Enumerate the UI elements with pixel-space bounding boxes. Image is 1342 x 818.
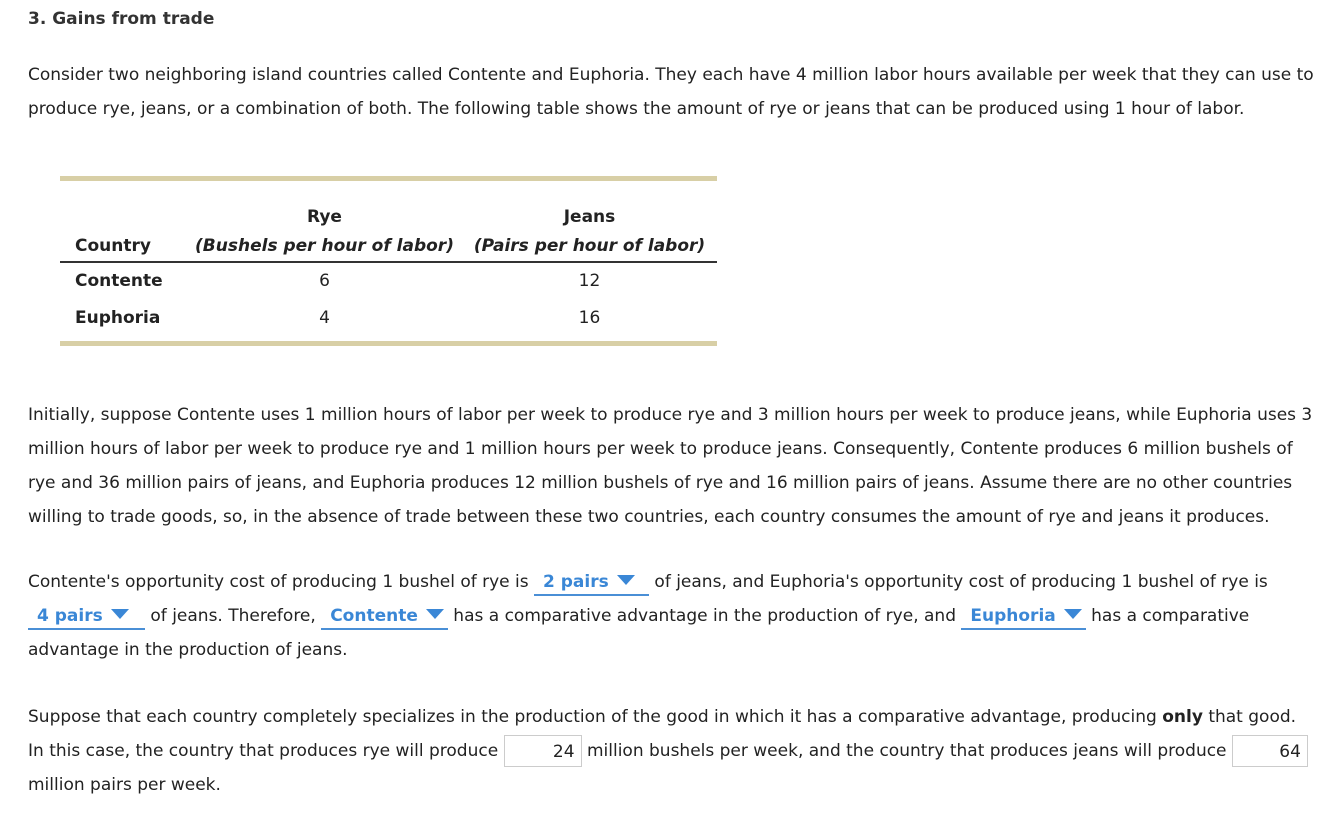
dropdown-value: 4 pairs	[37, 606, 103, 626]
table-bottom-bar	[60, 341, 717, 346]
euphoria-opp-cost-dropdown[interactable]	[28, 604, 145, 630]
specialization-paragraph	[28, 700, 1314, 802]
question-title: 3. Gains from trade	[28, 9, 215, 29]
header-country: Country	[60, 231, 187, 262]
initial-production-paragraph: Initially, suppose Contente uses 1 million hours of labor per week to produce rye and 3 million hours per week to produce jeans, while Euphoria uses 3 million hours of labor per week to produce rye and 1 million hours per week to produce jeans. Consequently, Contente produces 6 million bushels of rye and 36 million pairs of jeans, and Euphoria produces 12 million bushels of rye and 16 million pairs of jeans. Assume there are no other countries willing to trade goods, so, in the absence of trade between these two countries, each country consumes the amount of rye and jeans it produces.	[28, 405, 1313, 527]
header-jeans: Jeans	[563, 207, 616, 227]
jeans-cell: 16	[578, 308, 601, 328]
opp-text-4: has a comparative advantage in the production of rye, and	[453, 606, 956, 626]
caret-down-icon	[617, 575, 635, 585]
jeans-advantage-dropdown[interactable]	[961, 604, 1085, 630]
contente-opp-cost-dropdown[interactable]	[534, 570, 649, 596]
caret-down-icon	[111, 609, 129, 619]
caret-down-icon	[426, 609, 444, 619]
opp-text-1: Contente's opportunity cost of producing 1 bushel of rye is	[28, 572, 529, 592]
jeans-cell: 12	[578, 271, 601, 291]
table-row	[60, 299, 717, 341]
dropdown-value: Contente	[330, 606, 418, 626]
header-rye: Rye	[307, 207, 342, 227]
opp-text-2: of jeans, and Euphoria's opportunity cost of producing 1 bushel of rye is	[654, 572, 1268, 592]
header-blank	[60, 181, 187, 231]
header-jeans-unit: (Pairs per hour of labor)	[462, 231, 717, 262]
opp-text-3: of jeans. Therefore,	[150, 606, 316, 626]
spec-text-3: million bushels per week, and the country that produces jeans will produce	[586, 741, 1227, 761]
rye-output-input[interactable]: 24	[504, 735, 582, 767]
dropdown-value: Euphoria	[970, 606, 1056, 626]
jeans-output-input[interactable]: 64	[1232, 735, 1308, 767]
country-cell: Contente	[75, 271, 163, 291]
intro-paragraph: Consider two neighboring island countries called Contente and Euphoria. They each have 4 million labor hours available per week that they can use to produce rye, jeans, or a combination of both. The following table shows the amount of rye or jeans that can be produced using 1 hour of labor.	[28, 65, 1314, 119]
rye-advantage-dropdown[interactable]	[321, 604, 448, 630]
rye-cell: 6	[319, 271, 330, 291]
rye-cell: 4	[319, 308, 330, 328]
opp-text-5: has a comparative advantage in the production of jeans.	[28, 606, 1250, 660]
spec-text-4: million pairs per week.	[28, 775, 221, 795]
spec-text-1: Suppose that each country completely specializes in the production of the good in which it has a comparative advantage, producing	[28, 707, 1157, 727]
opportunity-cost-paragraph	[28, 565, 1314, 667]
spec-text-2: that good. In this case, the country that produces rye will produce	[28, 707, 1297, 761]
table-row	[60, 262, 717, 299]
only-emphasis: only	[1162, 707, 1203, 727]
dropdown-value: 2 pairs	[543, 572, 609, 592]
labor-productivity-table	[60, 176, 717, 346]
header-rye-unit: (Bushels per hour of labor)	[187, 231, 462, 262]
country-cell: Euphoria	[75, 308, 161, 328]
caret-down-icon	[1064, 609, 1082, 619]
